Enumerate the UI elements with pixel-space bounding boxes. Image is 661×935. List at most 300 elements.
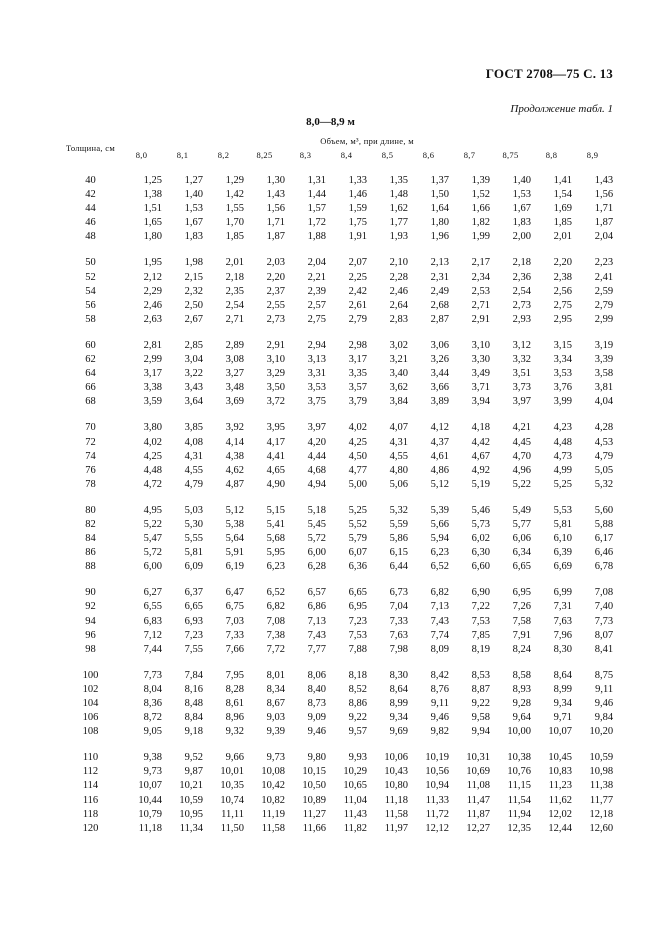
- length-range-subtitle: 8,0—8,9 м: [306, 116, 355, 128]
- thickness-cell: 106: [82, 712, 99, 724]
- volume-cell: 6,37: [184, 587, 203, 599]
- volume-cell: 8,73: [307, 698, 326, 709]
- volume-cell: 10,79: [138, 808, 162, 820]
- volume-cell: 3,57: [348, 382, 367, 394]
- volume-cell: 5,81: [184, 547, 203, 559]
- volume-cell: 7,53: [471, 615, 490, 627]
- volume-cell: 9,46: [594, 698, 614, 709]
- volume-cell: 1,62: [389, 203, 408, 215]
- thickness-cell: 98: [85, 643, 96, 655]
- volume-cell: 9,93: [348, 752, 367, 764]
- volume-cell: 1,42: [225, 189, 244, 201]
- volume-cell: 2,28: [389, 271, 408, 283]
- volume-cell: 2,73: [266, 313, 285, 325]
- volume-cell: 1,67: [184, 217, 203, 229]
- volume-cell: 3,89: [430, 396, 449, 408]
- volume-cell: 2,81: [143, 339, 162, 351]
- volume-cell: 4,37: [430, 436, 449, 448]
- thickness-cell: 64: [85, 368, 96, 380]
- volume-cell: 2,34: [471, 271, 490, 283]
- volume-cell: 8,28: [225, 683, 244, 695]
- volume-cell: 2,42: [348, 285, 367, 297]
- table-row: [60, 600, 613, 614]
- volume-cell: 11,72: [425, 808, 449, 820]
- volume-cell: 4,70: [512, 450, 531, 462]
- volume-cell: 6,75: [225, 601, 244, 613]
- volume-cell: 2,53: [471, 285, 490, 297]
- length-header-cell: 8,5: [381, 150, 394, 160]
- volume-cell: 1,54: [553, 189, 572, 201]
- volume-cell: 6,86: [307, 601, 326, 613]
- volume-cell: 5,55: [184, 533, 203, 545]
- volume-cell: 5,39: [430, 504, 449, 516]
- volume-cell: 2,61: [348, 299, 367, 311]
- volume-cell: 9,64: [512, 712, 531, 724]
- volume-cell: 9,73: [266, 752, 285, 764]
- volume-cell: 3,12: [512, 339, 531, 351]
- volume-cell: 4,86: [430, 464, 449, 476]
- volume-cell: 6,09: [184, 561, 203, 573]
- length-header-cell: 8,3: [299, 150, 312, 160]
- table-row: [60, 353, 613, 367]
- thickness-cell: 42: [85, 189, 96, 201]
- volume-cell: 1,67: [512, 203, 531, 215]
- thickness-cell: 70: [85, 422, 96, 434]
- volume-cell: 2,12: [143, 271, 162, 283]
- length-header-cell: 8,25: [256, 150, 273, 160]
- volume-cell: 3,44: [430, 368, 449, 380]
- volume-cell: 4,18: [471, 422, 490, 434]
- volume-cell: 9,71: [553, 712, 572, 724]
- volume-cell: 1,72: [307, 217, 326, 229]
- volume-cell: 5,81: [553, 518, 572, 530]
- volume-cell: 2,04: [594, 231, 614, 243]
- volume-cell: 6,55: [143, 601, 162, 613]
- volume-cell: 5,12: [430, 478, 449, 490]
- volume-cell: 5,59: [389, 518, 408, 530]
- volume-cell: 7,08: [594, 587, 614, 599]
- volume-cell: 2,71: [471, 299, 490, 311]
- volume-cell: 2,75: [307, 313, 326, 325]
- table-row: [60, 299, 613, 313]
- volume-cell: 11,08: [466, 780, 490, 792]
- volume-cell: 6,10: [553, 533, 572, 545]
- volume-cell: 10,50: [302, 780, 326, 792]
- volume-cell: 5,53: [553, 504, 572, 516]
- volume-cell: 4,17: [266, 436, 285, 448]
- volume-cell: 3,26: [430, 354, 449, 366]
- volume-cell: 7,13: [307, 615, 326, 627]
- volume-cell: 4,68: [307, 464, 326, 476]
- volume-cell: 1,56: [594, 189, 614, 201]
- volume-cell: 4,41: [266, 450, 285, 462]
- volume-cell: 3,10: [266, 354, 285, 366]
- volume-cell: 9,87: [184, 766, 203, 778]
- volume-cell: 5,88: [594, 518, 614, 530]
- volume-cell: 3,32: [512, 354, 531, 366]
- table-row: [60, 615, 613, 629]
- volume-cell: 2,94: [307, 339, 326, 351]
- table-row: [60, 669, 613, 683]
- volume-cell: 5,72: [307, 533, 326, 545]
- volume-cell: 10,82: [261, 794, 285, 806]
- volume-cell: 3,50: [266, 382, 285, 394]
- volume-cell: 5,18: [307, 504, 326, 516]
- volume-cell: 11,66: [302, 822, 326, 834]
- volume-cell: 1,50: [430, 189, 449, 201]
- length-header-cell: 8,4: [340, 150, 353, 160]
- volume-cell: 6,95: [348, 601, 367, 613]
- volume-cell: 1,75: [348, 217, 367, 229]
- volume-cell: 8,84: [184, 712, 203, 724]
- volume-cell: 7,38: [266, 629, 285, 641]
- thickness-cell: 116: [82, 794, 99, 806]
- volume-cell: 8,09: [430, 643, 449, 655]
- volume-cell: 1,33: [348, 175, 367, 186]
- volume-cell: 6,65: [348, 587, 367, 599]
- table-row: [60, 436, 613, 450]
- volume-cell: 7,44: [143, 643, 162, 655]
- thickness-cell: 54: [85, 285, 96, 297]
- length-header-cell: 8,2: [217, 150, 230, 160]
- volume-cell: 6,07: [348, 547, 367, 559]
- volume-cell: 6,73: [389, 587, 408, 599]
- volume-cell: 8,16: [184, 683, 203, 695]
- volume-cell: 5,22: [143, 518, 162, 530]
- volume-cell: 1,85: [553, 217, 572, 229]
- volume-cell: 2,17: [471, 257, 490, 269]
- volume-cell: 6,83: [143, 615, 162, 627]
- volume-cell: 9,03: [266, 712, 285, 724]
- volume-cell: 4,77: [348, 464, 367, 476]
- volume-cell: 8,36: [143, 698, 162, 709]
- volume-cell: 4,31: [184, 450, 203, 462]
- volume-cell: 5,25: [348, 504, 367, 516]
- volume-cell: 4,07: [389, 422, 408, 434]
- volume-cell: 3,48: [225, 382, 244, 394]
- volume-cell: 9,82: [430, 726, 449, 738]
- volume-cell: 10,95: [179, 808, 203, 820]
- thickness-cell: 46: [85, 217, 96, 229]
- document-code: ГОСТ 2708—75 С. 13: [485, 66, 613, 81]
- volume-cell: 8,30: [389, 669, 408, 681]
- table-row: [60, 450, 613, 464]
- volume-cell: 10,83: [548, 766, 572, 778]
- thickness-cell: 74: [85, 450, 96, 462]
- volume-cell: 1,99: [471, 231, 490, 243]
- volume-cell: 2,03: [266, 257, 285, 269]
- table-row: [60, 711, 613, 725]
- volume-cell: 3,13: [307, 354, 326, 366]
- volume-cell: 10,35: [220, 780, 244, 792]
- volume-cell: 10,42: [261, 780, 285, 792]
- volume-cell: 3,69: [225, 396, 244, 408]
- volume-cell: 10,44: [138, 794, 162, 806]
- volume-cell: 9,11: [431, 698, 449, 709]
- volume-cell: 4,62: [225, 464, 244, 476]
- table-row: [60, 256, 613, 270]
- volume-cell: 2,35: [225, 285, 244, 297]
- volume-cell: 6,19: [225, 561, 244, 573]
- volume-cell: 1,59: [348, 203, 367, 215]
- volume-cell: 4,08: [184, 436, 203, 448]
- volume-cell: 2,79: [594, 299, 614, 311]
- volume-cell: 6,46: [594, 547, 614, 559]
- volume-cell: 10,59: [589, 752, 614, 764]
- volume-cell: 3,30: [471, 354, 490, 366]
- length-header-cell: 8,75: [502, 150, 519, 160]
- volume-cell: 4,99: [553, 464, 572, 476]
- volume-cell: 4,42: [471, 436, 490, 448]
- volume-cell: 3,53: [307, 382, 326, 394]
- volume-cell: 11,50: [220, 822, 244, 834]
- volume-cell: 8,61: [225, 698, 244, 709]
- volume-cell: 10,29: [343, 766, 367, 778]
- volume-cell: 6,47: [225, 587, 244, 599]
- volume-cell: 2,89: [225, 339, 244, 351]
- volume-cell: 1,80: [430, 217, 449, 229]
- volume-cell: 5,79: [348, 533, 367, 545]
- volume-cell: 5,72: [143, 547, 162, 559]
- volume-cell: 1,93: [389, 231, 408, 243]
- thickness-cell: 114: [82, 780, 99, 792]
- volume-cell: 3,95: [266, 422, 285, 434]
- table-row: [60, 188, 613, 202]
- thickness-cell: 76: [85, 464, 96, 476]
- volume-cell: 8,76: [430, 683, 449, 695]
- volume-cell: 3,10: [471, 339, 490, 351]
- volume-cell: 10,08: [261, 766, 285, 778]
- volume-cell: 4,55: [389, 450, 408, 462]
- volume-cell: 11,54: [507, 794, 531, 806]
- volume-cell: 7,58: [512, 615, 531, 627]
- volume-cell: 6,39: [553, 547, 572, 559]
- volume-cell: 1,85: [225, 231, 244, 243]
- volume-cell: 12,12: [425, 822, 449, 834]
- volume-cell: 7,72: [266, 643, 285, 655]
- table-row: [60, 546, 613, 560]
- volume-cell: 1,51: [143, 203, 162, 215]
- volume-cell: 10,21: [179, 780, 203, 792]
- volume-cell: 6,82: [266, 601, 285, 613]
- volume-cell: 3,40: [389, 368, 408, 380]
- thickness-cell: 82: [85, 518, 96, 530]
- volume-cell: 8,30: [553, 643, 572, 655]
- volume-cell: 1,71: [266, 217, 285, 229]
- volume-cell: 1,88: [307, 231, 326, 243]
- volume-cell: 8,64: [553, 669, 572, 681]
- thickness-cell: 102: [82, 683, 99, 695]
- volume-cell: 4,28: [594, 422, 614, 434]
- volume-cell: 10,74: [220, 794, 244, 806]
- volume-cell: 2,83: [389, 313, 408, 325]
- volume-cell: 7,63: [553, 615, 572, 627]
- volume-cell: 11,33: [425, 794, 449, 806]
- volume-cell: 1,57: [307, 203, 326, 215]
- volume-cell: 9,11: [595, 683, 614, 695]
- volume-cell: 7,33: [225, 629, 244, 641]
- volume-cell: 6,99: [553, 587, 572, 599]
- volume-cell: 2,21: [307, 271, 326, 283]
- volume-cell: 11,43: [343, 808, 367, 820]
- volume-cell: 3,76: [553, 382, 572, 394]
- volume-cell: 4,61: [430, 450, 449, 462]
- thickness-cell: 50: [85, 257, 96, 269]
- length-header-cell: 8,8: [545, 150, 558, 160]
- table-row: [60, 478, 613, 492]
- volume-cell: 10,98: [589, 766, 614, 778]
- volume-cell: 3,43: [184, 382, 203, 394]
- table-row: [60, 504, 613, 518]
- volume-cell: 3,59: [143, 396, 162, 408]
- volume-cell: 3,17: [143, 368, 162, 380]
- volume-cell: 4,72: [143, 478, 162, 490]
- volume-cell: 10,59: [179, 794, 203, 806]
- volume-cell: 1,46: [348, 189, 367, 201]
- volume-cell: 7,43: [430, 615, 449, 627]
- volume-cell: 6,65: [512, 561, 531, 573]
- volume-cell: 4,25: [143, 450, 162, 462]
- volume-cell: 8,96: [225, 712, 244, 724]
- volume-cell: 3,75: [307, 396, 326, 408]
- volume-cell: 9,28: [512, 698, 531, 709]
- table-row: [60, 464, 613, 478]
- thickness-cell: 56: [85, 299, 96, 311]
- volume-cell: 3,99: [553, 396, 572, 408]
- volume-cell: 6,27: [143, 587, 162, 599]
- volume-cell: 5,22: [512, 478, 531, 490]
- table-row: [60, 725, 613, 739]
- thickness-cell: 40: [85, 175, 96, 186]
- volume-cell: 5,41: [266, 518, 285, 530]
- volume-cell: 2,55: [266, 299, 285, 311]
- volume-cell: 7,04: [389, 601, 408, 613]
- volume-cell: 1,69: [553, 203, 572, 215]
- table-body: [60, 162, 613, 933]
- volume-cell: 3,38: [143, 382, 162, 394]
- volume-cell: 5,12: [225, 504, 244, 516]
- volume-cell: 5,91: [225, 547, 244, 559]
- thickness-cell: 44: [85, 203, 96, 215]
- volume-cell: 9,39: [266, 726, 285, 738]
- volume-cell: 5,32: [594, 478, 614, 490]
- volume-cell: 1,65: [143, 217, 162, 229]
- volume-cell: 4,02: [143, 436, 162, 448]
- volume-cell: 5,73: [471, 518, 490, 530]
- thickness-cell: 48: [85, 231, 96, 243]
- volume-cell: 6,23: [430, 547, 449, 559]
- table-row: [60, 697, 613, 711]
- volume-cell: 6,06: [512, 533, 531, 545]
- volume-cell: 1,52: [471, 189, 490, 201]
- volume-cell: 7,03: [225, 615, 244, 627]
- volume-cell: 5,64: [225, 533, 244, 545]
- volume-cell: 10,15: [302, 766, 326, 778]
- volume-cell: 2,20: [266, 271, 285, 283]
- volume-cell: 2,13: [430, 257, 449, 269]
- volume-cell: 6,52: [430, 561, 449, 573]
- volume-cell: 3,85: [184, 422, 203, 434]
- volume-cell: 12,35: [507, 822, 531, 834]
- volume-cell: 11,47: [466, 794, 490, 806]
- volume-cell: 2,71: [225, 313, 244, 325]
- volume-cell: 1,82: [471, 217, 490, 229]
- volume-cell: 7,98: [389, 643, 408, 655]
- volume-cell: 10,07: [138, 780, 162, 792]
- volume-cell: 4,25: [348, 436, 367, 448]
- table-row: [60, 395, 613, 409]
- volume-cell: 10,76: [507, 766, 531, 778]
- volume-cell: 4,20: [307, 436, 326, 448]
- volume-cell: 1,95: [143, 257, 162, 269]
- length-header-cell: 8,9: [586, 150, 599, 160]
- volume-cell: 8,48: [184, 698, 203, 709]
- volume-cell: 6,44: [389, 561, 408, 573]
- volume-cell: 9,05: [143, 726, 162, 738]
- volume-cell: 6,65: [184, 601, 203, 613]
- volume-cell: 11,15: [507, 780, 531, 792]
- volume-cell: 1,77: [389, 217, 408, 229]
- volume-cell: 2,10: [389, 257, 408, 269]
- volume-cell: 7,73: [143, 669, 162, 681]
- volume-cell: 6,15: [389, 547, 408, 559]
- volume-cell: 3,58: [594, 368, 614, 380]
- volume-cell: 10,38: [507, 752, 531, 764]
- table-row: [60, 518, 613, 532]
- volume-cell: 8,86: [348, 698, 367, 709]
- volume-cell: 11,11: [221, 808, 244, 820]
- volume-cell: 1,25: [143, 175, 162, 186]
- volume-cell: 2,39: [307, 285, 326, 297]
- volume-cell: 4,79: [594, 450, 614, 462]
- volume-cell: 1,71: [594, 203, 614, 215]
- volume-cell: 9,46: [307, 726, 326, 738]
- volume-cell: 1,38: [143, 189, 162, 201]
- volume-cell: 1,83: [184, 231, 203, 243]
- volume-cell: 11,82: [343, 822, 367, 834]
- volume-cell: 2,41: [594, 271, 614, 283]
- volume-cell: 9,57: [348, 726, 367, 738]
- table-row: [60, 381, 613, 395]
- volume-cell: 2,18: [512, 257, 531, 269]
- volume-cell: 5,68: [266, 533, 285, 545]
- volume-cell: 7,23: [184, 629, 203, 641]
- volume-cell: 2,32: [184, 285, 203, 297]
- volume-cell: 2,36: [512, 271, 531, 283]
- volume-cell: 4,90: [266, 478, 285, 490]
- volume-cell: 3,34: [553, 354, 572, 366]
- volume-cell: 2,46: [143, 299, 162, 311]
- volume-cell: 10,56: [425, 766, 449, 778]
- volume-cell: 2,99: [594, 313, 614, 325]
- volume-cell: 5,86: [389, 533, 408, 545]
- volume-cell: 2,54: [225, 299, 244, 311]
- volume-cell: 4,96: [512, 464, 531, 476]
- table-row: [60, 586, 613, 600]
- volume-cell: 3,71: [471, 382, 490, 394]
- thickness-cell: 68: [85, 396, 96, 408]
- volume-cell: 8,18: [348, 669, 367, 681]
- volume-cell: 1,53: [512, 189, 531, 201]
- volume-cell: 4,53: [594, 436, 614, 448]
- thickness-cell: 108: [82, 726, 99, 738]
- table-row: [60, 822, 613, 836]
- volume-cell: 5,66: [430, 518, 449, 530]
- volume-cell: 3,97: [512, 396, 531, 408]
- volume-cell: 5,15: [266, 504, 285, 516]
- volume-cell: 5,32: [389, 504, 408, 516]
- volume-cell: 3,94: [471, 396, 490, 408]
